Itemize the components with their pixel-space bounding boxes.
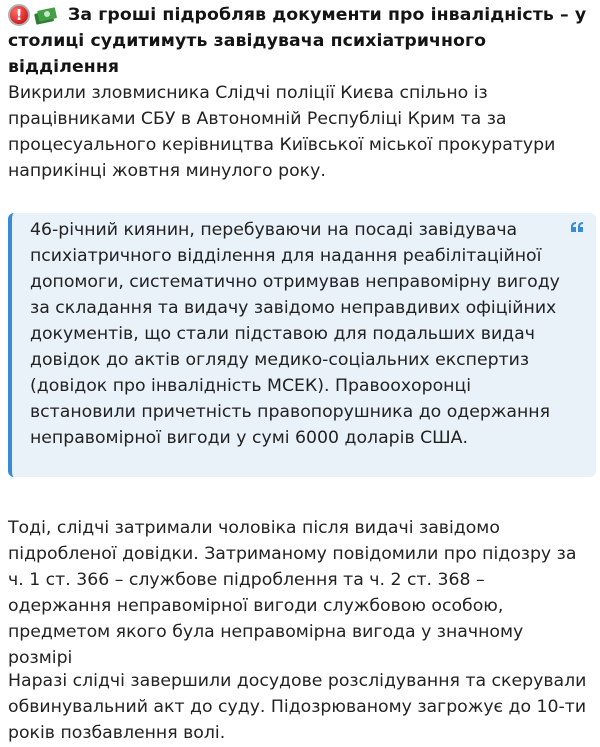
post-title-text: За гроші підробляв документи про інвалідність – у столиці судитимуть завідувача психіатричного відділення: [8, 5, 587, 77]
title-emoji-group: [8, 4, 57, 26]
paragraph-intro: Викрили зловмисника Слідчі поліції Києва спільно із працівниками СБУ в Автономній Республіці Крим та за процесуального керівництва Київської міської прокуратури наприкінці жовтня минулого року.: [8, 83, 556, 181]
blockquote: [8, 213, 596, 477]
money-icon: [33, 4, 57, 26]
exclamation-alert-icon: !: [8, 4, 30, 26]
quote-marks-icon: [570, 221, 584, 233]
paragraph-conclusion: Наразі слідчі завершили досудове розслідування та скерували обвинувальний акт до суду. Підозрюваному загрожує до 10-ти років позбавлення волі.: [8, 671, 587, 743]
post-title-row: [8, 2, 593, 80]
paragraph-detention: Тоді, слідчі затримали чоловіка після видачі завідомо підробленої довідки. Затриманому повідомили про підозру за ч. 1 ст. 366 – службове підроблення та ч. 2 ст. 368 – одержання неправомірної вигоди службовою особою, предметом якого була неправомірна вигода у значному розмірі: [8, 518, 577, 668]
post-title: [8, 2, 593, 80]
blockquote-text: 46-річний киянин, перебуваючи на посаді завідувача психіатричного відділення для надання реабілітаційної допомоги, систематично отримував неправомірну вигоду за складання та видачу завідомо неправдивих офіційних документів, що стали підставою для подальших видач довідок до актів огляду медико-соціальних експертиз (довідок про інвалідність МСЕК). Правоохоронці встановили причетність правопорушника до одержання неправомірної вигоди у сумі 6000 доларів США.: [30, 220, 560, 448]
